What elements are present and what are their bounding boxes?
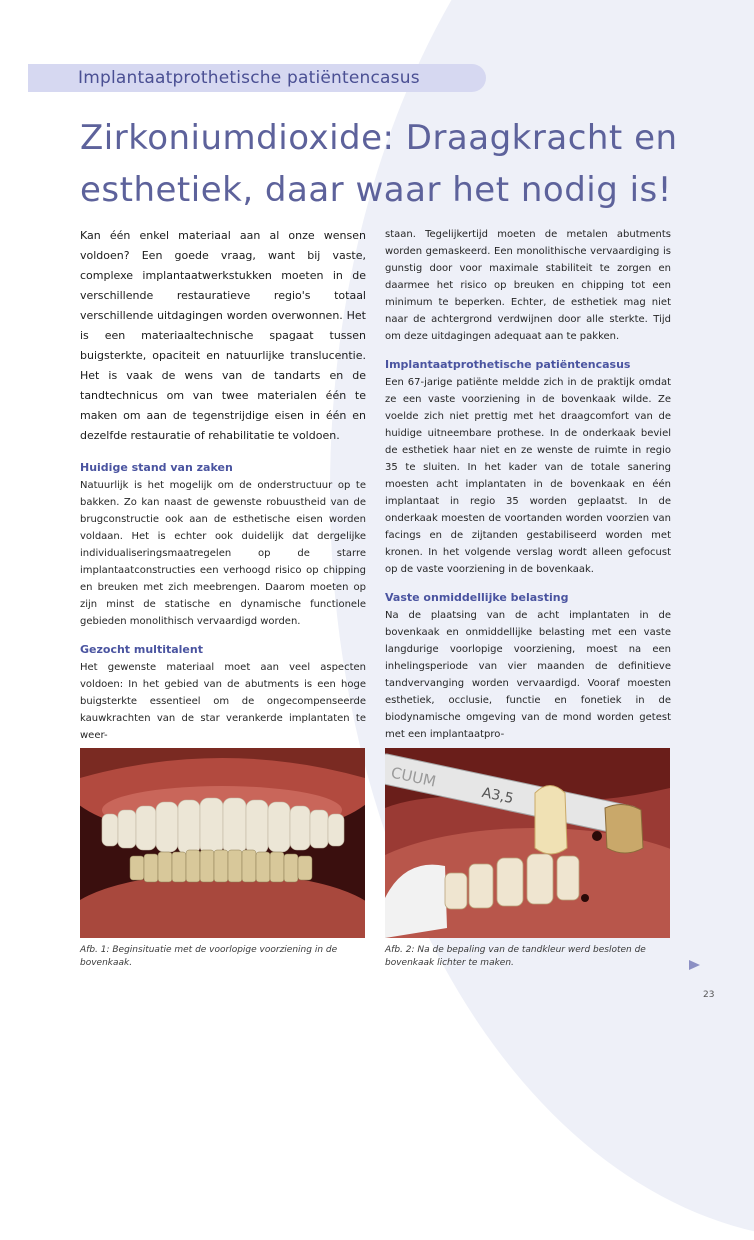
paragraph-continued: staan. Tegelijkertijd moeten de metalen abutments worden gemaskeerd. Een monolithische vervaardiging is gunstig door voor maximale stabiliteit te zorgen en daarmee het risico op breuken en chipping tot een minimum te beperken. Echter, de esthetiek mag niet naar de achtergrond verdwijnen door alle sterkte. Tijd om deze uitdagingen adequaat aan te pakken. <box>385 229 671 342</box>
figure-2-caption: Afb. 2: Na de bepaling van de tandkleur werd besloten de bovenkaak lichter te maken. <box>385 945 646 968</box>
paragraph-patientencasus: Een 67-jarige patiënte meldde zich in de praktijk omdat ze een vaste voorziening in de bovenkaak wilde. Ze voelde zich niet prettig met het draagcomfort van de huidige uitneembare prothese. In de onderkaak beviel de esthetiek haar niet en ze wenste de ruimte in regio 35 te sluiten. In het kader van de totale sanering moesten acht implantaten in de bovenkaak en één implantaat in regio 35 worden geplaatst. In de onderkaak moesten de voortanden worden voorzien van facings en de zijtanden gestabiliseerd worden met kronen. In het volgende verslag wordt alleen gefocust op de vaste voorziening in de bovenkaak. <box>385 377 671 575</box>
heading-patientencasus: Implantaatprothetische patiëntencasus <box>385 358 631 371</box>
figure-1-photo <box>80 748 365 938</box>
page-number: 23 <box>703 990 715 1000</box>
shade-tab-text: CUUM <box>389 763 438 791</box>
paragraph-huidige-stand: Natuurlijk is het mogelijk om de onderstructuur op te bakken. Zo kan naast de gewenste robuustheid van de brugconstructie ook aan de esthetische eisen worden voldaan. Het is echter ook duidelijk dat dergelijke individualiseringsmaatregelen op de starre implantaatconstructies een verhoogd risico op chipping en breuken met zich meebrengen. Daarom moeten op zijn minst de statische en dynamische functionele gebieden monolithisch vervaardigd worden. <box>80 480 366 627</box>
paragraph-vaste-belasting: Na de plaatsing van de acht implantaten in de bovenkaak en onmiddellijke belasting met een vaste langdurige voorlopige voorziening, moest na een inhelingsperiode van vier maanden de definitieve tandvervanging worden vervaardigd. Vooraf moesten esthetiek, occlusie, functie en fonetiek in de biodynamische omgeving van de mond worden getest met een implantaatpro- <box>385 610 671 740</box>
right-column <box>385 226 671 755</box>
heading-huidige-stand: Huidige stand van zaken <box>80 461 233 474</box>
figure-1-caption: Afb. 1: Beginsituatie met de voorlopige voorziening in de bovenkaak. <box>80 945 338 968</box>
section-header-bar <box>28 64 486 92</box>
heading-vaste-belasting: Vaste onmiddellijke belasting <box>385 591 569 604</box>
section-label: Implantaatprothetische patiëntencasus <box>78 68 420 88</box>
heading-gezocht-multitalent: Gezocht multitalent <box>80 643 203 656</box>
paragraph-gezocht-multitalent: Het gewenste materiaal moet aan veel aspecten voldoen: In het gebied van de abutments is een hoge buigsterkte essentieel om de ongecompenseerde kauwkrachten van de star verankerde implantaten te weer- <box>80 662 366 741</box>
left-column <box>80 226 366 756</box>
article-title: Zirkoniumdioxide: Draagkracht en esthetiek, daar waar het nodig is! <box>80 118 678 210</box>
figure-2-photo <box>385 748 670 938</box>
next-page-arrow-icon <box>689 960 700 970</box>
shade-code: A3,5 <box>480 784 515 808</box>
intro-paragraph: Kan één enkel materiaal aan al onze wensen voldoen? Een goede vraag, want bij vaste, complexe implantaatwerkstukken moeten in de verschillende restauratieve regio's totaal verschillende uitdagingen worden overwonnen. Het is een materiaaltechnische spagaat tussen buigsterkte, opaciteit en natuurlijke translucentie. Het is vaak de wens van de tandarts en de tandtechnicus om van twee materialen één te maken om aan de tegenstrijdige eisen in één en dezelfde restauratie of rehabilitatie te voldoen. <box>80 229 366 442</box>
